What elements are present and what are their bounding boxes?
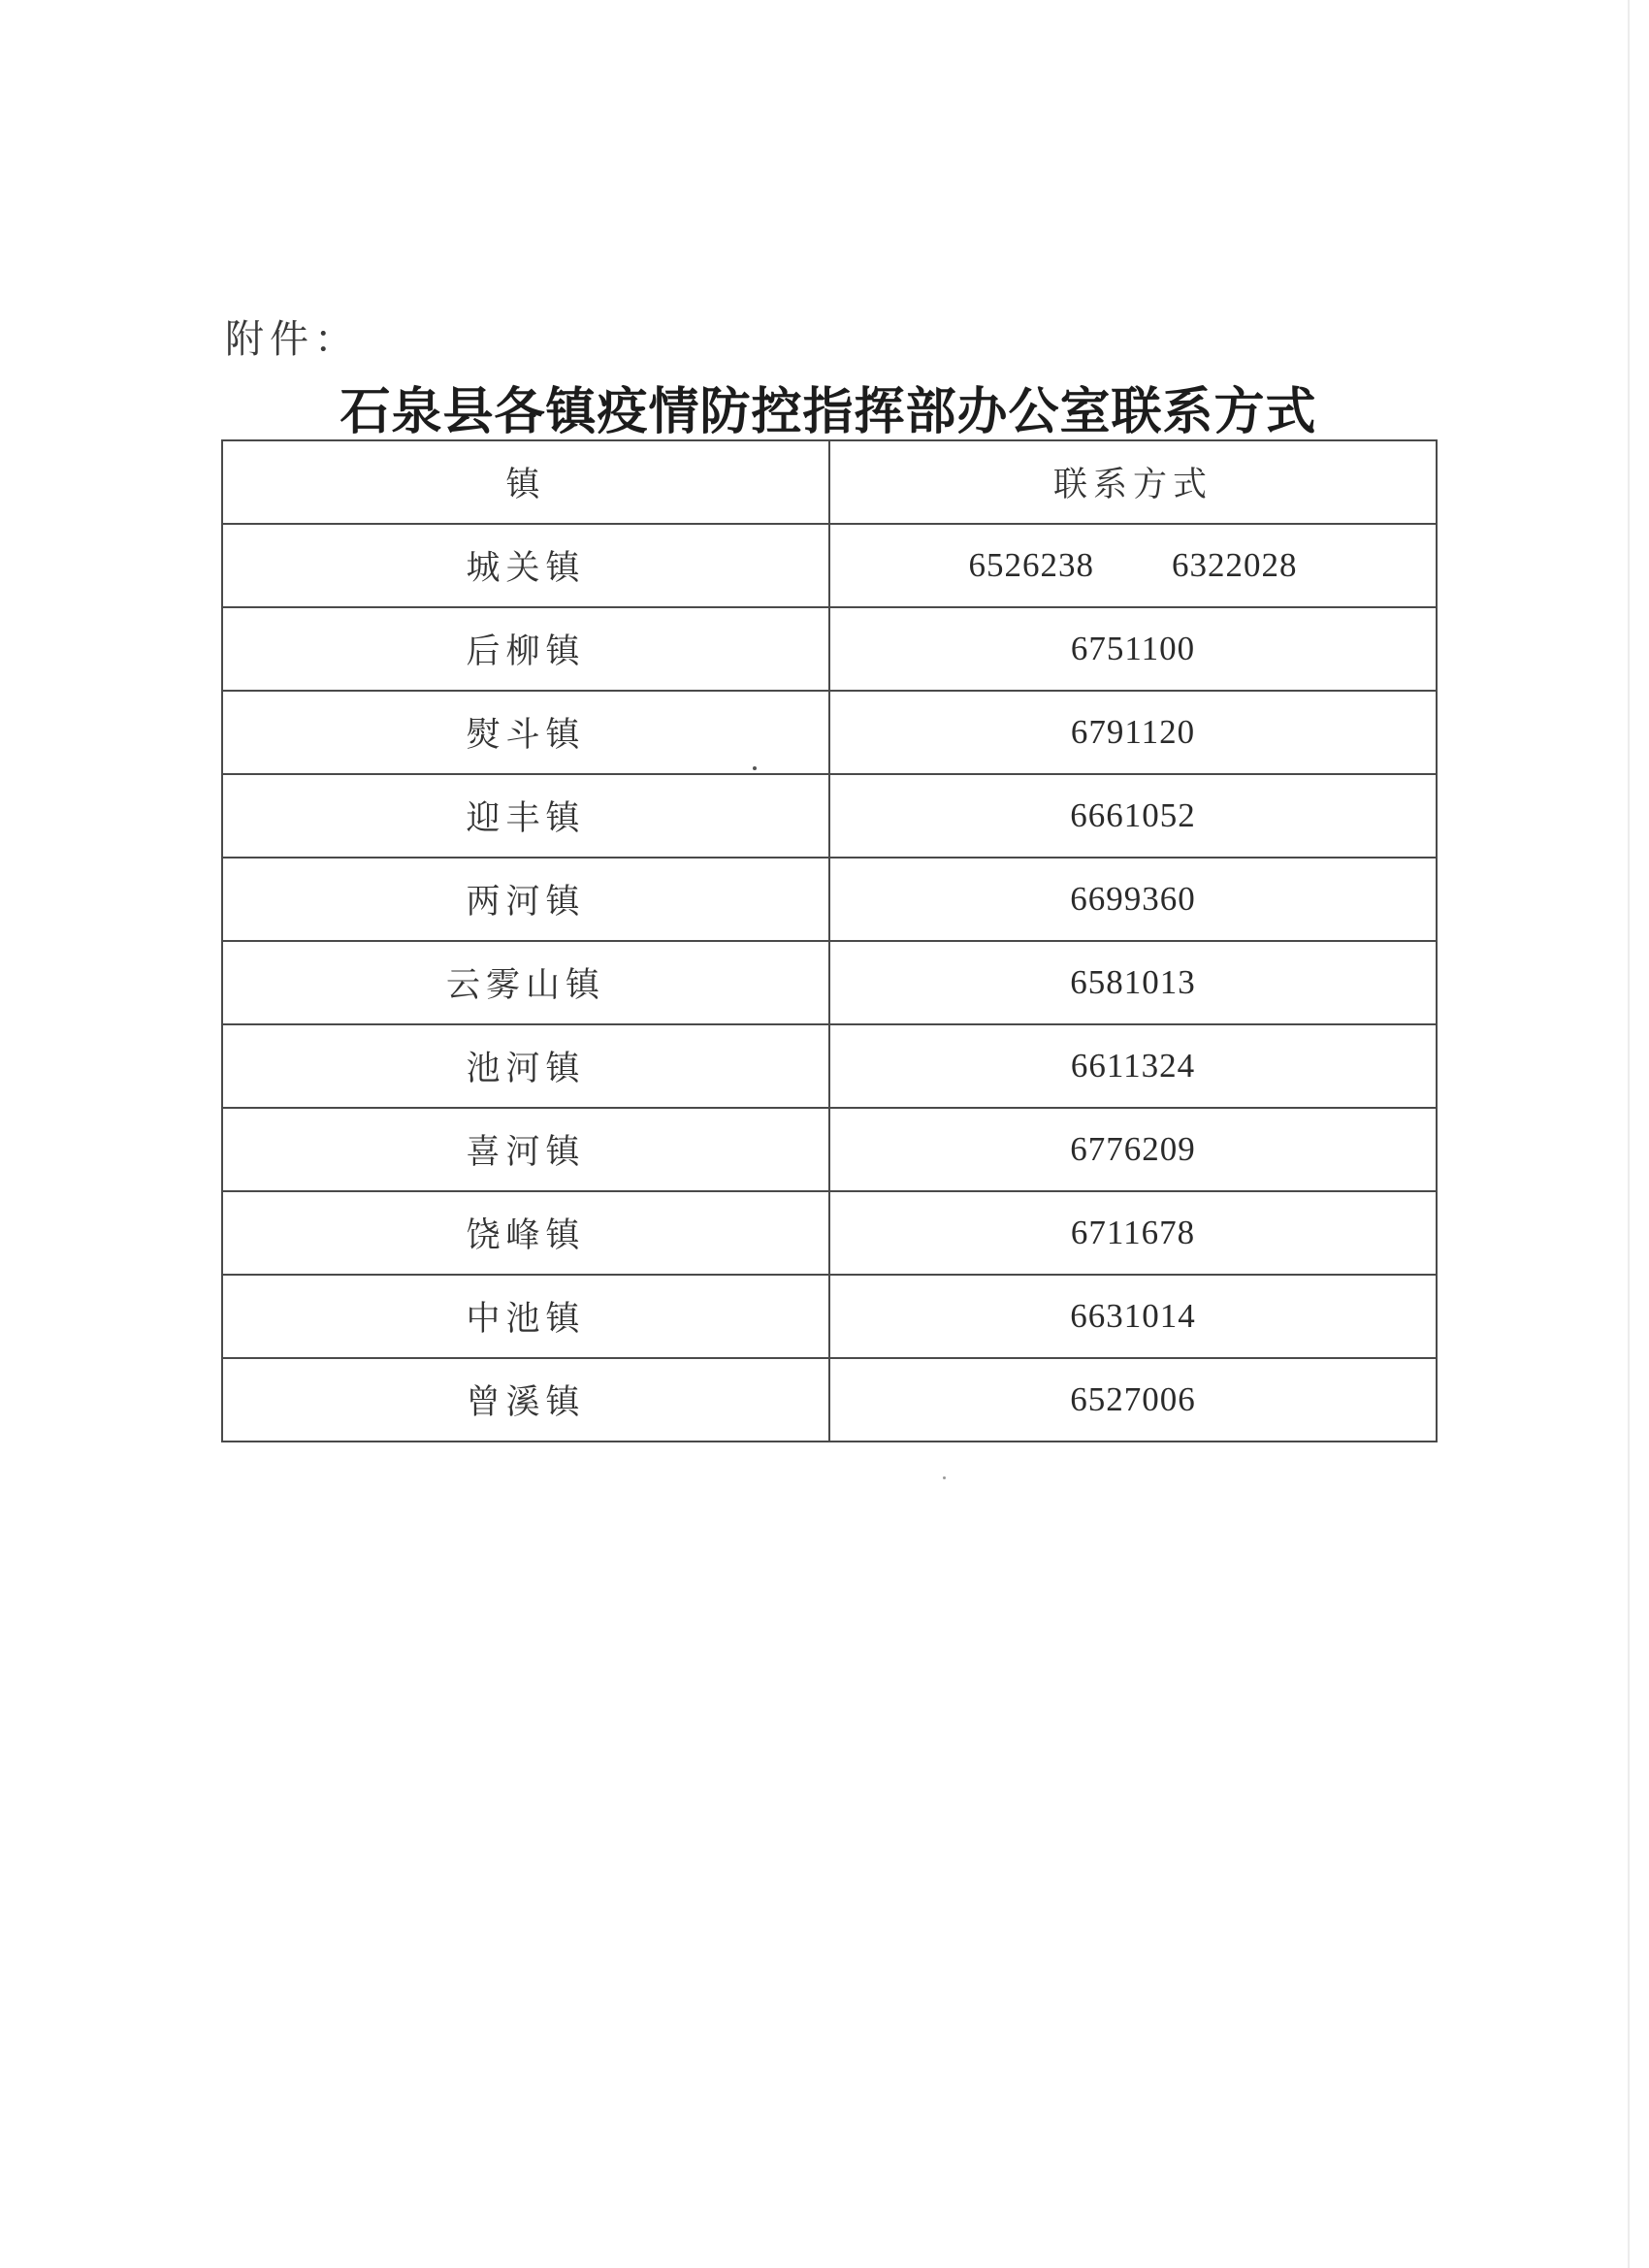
town-name: 池河镇 [466,1050,586,1088]
header-town-cell [222,440,829,524]
phone-cell [829,774,1437,858]
town-cell [222,941,829,1024]
town-name: 迎丰镇 [466,799,586,838]
town-cell [222,1024,829,1108]
town-cell [222,1108,829,1191]
table-row [222,1108,1437,1191]
phone-cell [829,1108,1437,1191]
attachment-label: 附件： [225,317,359,362]
town-name: 熨斗镇 [466,716,586,755]
phone-number: 6791120 [1070,713,1196,751]
phone-number: 6661052 [1070,796,1196,834]
table-row [222,1275,1437,1358]
phone-cell [829,691,1437,774]
header-town-label: 镇 [505,466,546,504]
town-cell [222,607,829,691]
table-row [222,1024,1437,1108]
table-row [222,941,1437,1024]
table-row [222,691,1437,774]
phone-number: 6699360 [1070,880,1196,918]
phone-cell [829,1358,1437,1442]
table-header-row [222,440,1437,524]
table-row [222,524,1437,607]
town-cell [222,1358,829,1442]
town-name: 饶峰镇 [466,1216,586,1255]
phone-cell [829,1024,1437,1108]
phone-number: 6711678 [1070,1214,1196,1251]
town-name: 喜河镇 [466,1133,586,1172]
scan-speck [753,766,757,770]
town-name: 后柳镇 [466,632,586,671]
scan-speck [943,1476,946,1479]
phone-cell [829,858,1437,941]
phone-number: 6527006 [1070,1380,1196,1418]
table-row [222,774,1437,858]
town-name: 云雾山镇 [445,966,605,1005]
phone-number: 6751100 [1070,630,1196,667]
scan-edge-line [1628,0,1630,2268]
table-row [222,858,1437,941]
document-title: 石泉县各镇疫情防控指挥部办公室联系方式 [340,382,1317,441]
phone-cell [829,607,1437,691]
town-cell [222,1191,829,1275]
phone-cell [829,941,1437,1024]
town-cell [222,858,829,941]
phone-number: 6611324 [1070,1047,1196,1085]
phone-cell [829,1191,1437,1275]
header-contact-cell [829,440,1437,524]
town-cell [222,524,829,607]
town-name: 城关镇 [466,549,586,588]
table-row [222,1191,1437,1275]
table-row [222,1358,1437,1442]
phone-number: 6322028 [1172,546,1298,584]
town-cell [222,774,829,858]
header-contact-label: 联系方式 [1052,466,1212,504]
town-name: 曾溪镇 [466,1383,586,1422]
phone-number: 6526238 [968,546,1094,584]
town-cell [222,691,829,774]
town-name: 中池镇 [466,1300,586,1339]
contact-table [221,439,1438,1442]
phone-number: 6581013 [1070,963,1196,1001]
phone-cell [829,1275,1437,1358]
phone-number: 6776209 [1070,1130,1196,1168]
table-row [222,607,1437,691]
phone-cell [829,524,1437,607]
town-name: 两河镇 [466,883,586,922]
phone-number: 6631014 [1070,1297,1196,1335]
town-cell [222,1275,829,1358]
